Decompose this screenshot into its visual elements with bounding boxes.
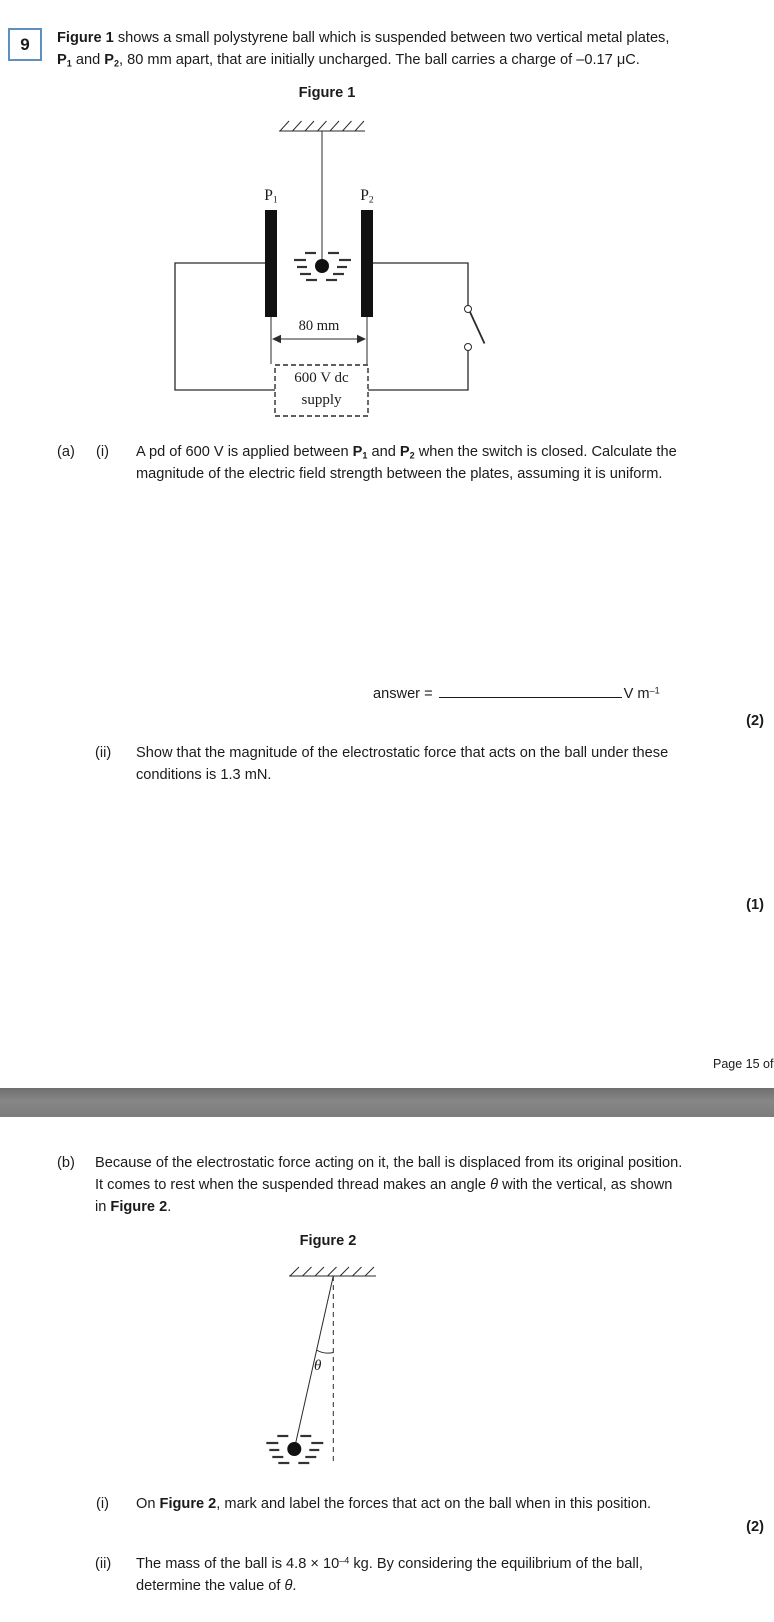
part-b-i-text: On Figure 2, mark and label the forces that act on the ball when in this position. xyxy=(136,1496,652,1512)
part-a-i-text: A pd of 600 V is applied between $P_1$ and $P_2$ when the switch is closed. Calculate the magnitude of the electric field strength between the plates, assuming it is uniform. xyxy=(136,444,677,482)
part-b-label: (b) xyxy=(57,1155,75,1171)
ceiling-hatching-icon xyxy=(279,121,365,131)
part-a-ii-label: (ii) xyxy=(95,745,112,761)
plate-p2-label: $P_2$ xyxy=(360,187,374,206)
wire-right-top xyxy=(373,263,468,306)
answer-label: answer = xyxy=(373,686,433,702)
answer-line xyxy=(373,683,660,705)
theta-label: θ xyxy=(314,1358,322,1374)
wire-left xyxy=(175,263,275,390)
page-footer: Page 15 of xyxy=(713,1057,774,1071)
part-a-label: (a) xyxy=(57,444,75,460)
marks-a-i: (2) xyxy=(746,713,764,729)
page-divider-bar xyxy=(0,1088,774,1117)
supply-label-line2: supply xyxy=(301,391,342,408)
answer-blank xyxy=(439,685,622,698)
switch-icon xyxy=(465,306,485,351)
charged-ball xyxy=(266,1436,323,1463)
ceiling-hatching-icon xyxy=(289,1267,376,1276)
part-b-text: Because of the electrostatic force acting on it, the ball is displaced from its original position. It comes to rest when the suspended thread makes an angle θ with the vertical, as shown in Figure 2. xyxy=(95,1155,683,1215)
part-b-ii-label: (ii) xyxy=(95,1556,112,1572)
wire-right-bottom xyxy=(368,351,468,391)
angle-arc xyxy=(317,1350,334,1353)
plate-p1 xyxy=(265,210,277,317)
supply-label-line1: 600 V dc xyxy=(294,370,349,386)
plate-p1-label: $P_1$ xyxy=(264,187,278,206)
figure1-title: Figure 1 xyxy=(298,85,356,101)
question-number-box xyxy=(8,28,42,61)
marks-a-ii: (1) xyxy=(746,897,764,913)
answer-unit: V $m^{-1}$ xyxy=(623,685,660,702)
part-b-i-label: (i) xyxy=(96,1496,109,1512)
figure2-title: Figure 2 xyxy=(299,1233,357,1249)
part-a-i-label: (i) xyxy=(96,444,109,460)
question-number: 9 xyxy=(20,34,30,54)
question-intro: Figure 1 shows a small polystyrene ball which is suspended between two vertical metal plates, $P_1$ and $P_2$, 80 mm apart, that are initially uncharged. The ball carries a charge of –0.17 μC. xyxy=(57,30,670,69)
part-a-ii-text: Show that the magnitude of the electrostatic force that acts on the ball under these conditions is 1.3 mN. xyxy=(136,745,669,783)
gap-label: 80 mm xyxy=(298,318,340,334)
supply-label xyxy=(275,368,368,411)
marks-b-i: (2) xyxy=(746,1519,764,1535)
figure2-diagram xyxy=(230,1250,450,1465)
part-b-ii-text: The mass of the ball is $4.8 \times 10^{-4}$ kg. By considering the equilibrium of the ball, determine the value of θ. xyxy=(136,1555,643,1594)
plate-p2 xyxy=(361,210,373,317)
